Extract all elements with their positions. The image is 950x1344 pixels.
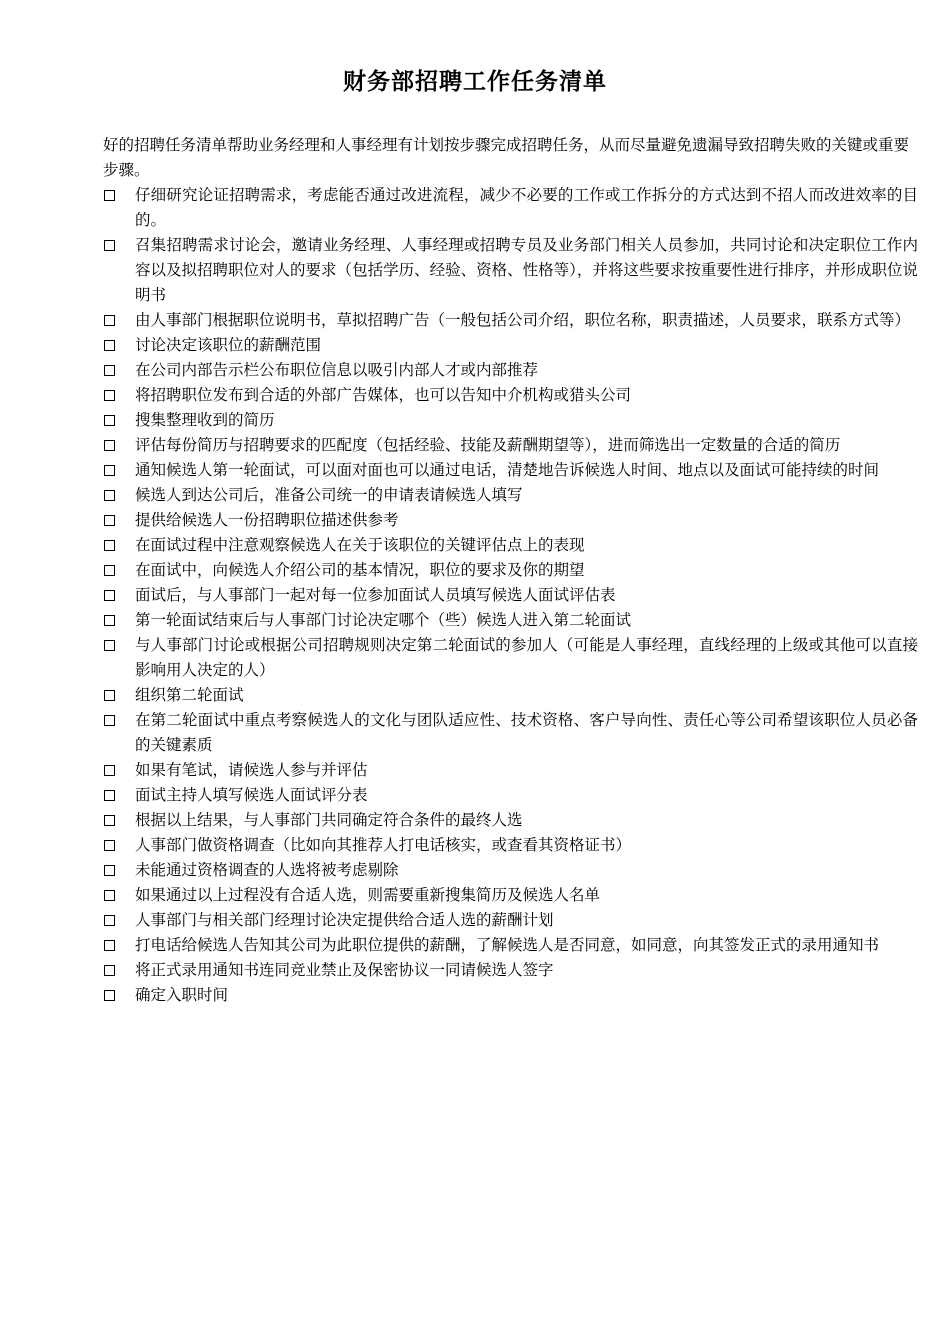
empty-checkbox-icon[interactable] xyxy=(104,340,115,351)
empty-checkbox-icon[interactable] xyxy=(104,515,115,526)
empty-checkbox-icon[interactable] xyxy=(104,865,115,876)
empty-checkbox-icon[interactable] xyxy=(104,465,115,476)
checklist-item xyxy=(103,758,918,783)
checklist-item xyxy=(103,308,918,333)
checklist-item xyxy=(103,583,918,608)
checklist-item xyxy=(103,508,918,533)
checklist-item xyxy=(103,833,918,858)
checklist-item xyxy=(103,383,918,408)
checklist-item xyxy=(103,633,918,683)
empty-checkbox-icon[interactable] xyxy=(104,890,115,901)
checklist-item-text: 人事部门与相关部门经理讨论决定提供给合适人选的薪酬计划 xyxy=(135,911,554,929)
checklist-item-text: 打电话给候选人告知其公司为此职位提供的薪酬，了解候选人是否同意，如同意，向其签发正式的录用通知书 xyxy=(135,936,880,954)
checklist-item-text: 未能通过资格调查的人选将被考虑剔除 xyxy=(135,861,399,879)
checklist-item-text: 由人事部门根据职位说明书，草拟招聘广告（一般包括公司介绍，职位名称，职责描述，人员要求，联系方式等） xyxy=(135,311,911,329)
empty-checkbox-icon[interactable] xyxy=(104,315,115,326)
checklist-item xyxy=(103,883,918,908)
checklist-item-text: 与人事部门讨论或根据公司招聘规则决定第二轮面试的参加人（可能是人事经理，直线经理的上级或其他可以直接影响用人决定的人） xyxy=(135,636,918,679)
empty-checkbox-icon[interactable] xyxy=(104,415,115,426)
checklist-item xyxy=(103,408,918,433)
checklist-item xyxy=(103,458,918,483)
checklist-item-text: 候选人到达公司后，准备公司统一的申请表请候选人填写 xyxy=(135,486,523,504)
empty-checkbox-icon[interactable] xyxy=(104,915,115,926)
checklist-item xyxy=(103,783,918,808)
empty-checkbox-icon[interactable] xyxy=(104,365,115,376)
empty-checkbox-icon[interactable] xyxy=(104,440,115,451)
checklist-item-text: 将招聘职位发布到合适的外部广告媒体，也可以告知中介机构或猎头公司 xyxy=(135,386,632,404)
checklist-item-text: 在公司内部告示栏公布职位信息以吸引内部人才或内部推荐 xyxy=(135,361,539,379)
checklist-item xyxy=(103,908,918,933)
checklist-item xyxy=(103,983,918,1008)
checklist-item xyxy=(103,183,918,233)
checklist-item xyxy=(103,608,918,633)
checklist-item-text: 如果有笔试，请候选人参与并评估 xyxy=(135,761,368,779)
checklist-item-text: 通知候选人第一轮面试，可以面对面也可以通过电话，清楚地告诉候选人时间、地点以及面试可能持续的时间 xyxy=(135,461,880,479)
empty-checkbox-icon[interactable] xyxy=(104,590,115,601)
checklist-item xyxy=(103,708,918,758)
empty-checkbox-icon[interactable] xyxy=(104,840,115,851)
checklist-item xyxy=(103,233,918,308)
checklist-item xyxy=(103,958,918,983)
task-checklist xyxy=(103,183,918,1008)
checklist-item-text: 根据以上结果，与人事部门共同确定符合条件的最终人选 xyxy=(135,811,523,829)
checklist-item-text: 仔细研究论证招聘需求，考虑能否通过改进流程，减少不必要的工作或工作拆分的方式达到不招人而改进效率的目的。 xyxy=(135,186,918,229)
empty-checkbox-icon[interactable] xyxy=(104,190,115,201)
checklist-item xyxy=(103,858,918,883)
empty-checkbox-icon[interactable] xyxy=(104,965,115,976)
checklist-item xyxy=(103,533,918,558)
empty-checkbox-icon[interactable] xyxy=(104,815,115,826)
checklist-item-text: 搜集整理收到的简历 xyxy=(135,411,275,429)
empty-checkbox-icon[interactable] xyxy=(104,990,115,1001)
checklist-item-text: 在面试过程中注意观察候选人在关于该职位的关键评估点上的表现 xyxy=(135,536,585,554)
checklist-item xyxy=(103,433,918,458)
checklist-item xyxy=(103,483,918,508)
checklist-item-text: 评估每份简历与招聘要求的匹配度（包括经验、技能及薪酬期望等），进而筛选出一定数量的合适的简历 xyxy=(135,436,841,454)
checklist-item-text: 面试后，与人事部门一起对每一位参加面试人员填写候选人面试评估表 xyxy=(135,586,616,604)
checklist-item-text: 如果通过以上过程没有合适人选，则需要重新搜集简历及候选人名单 xyxy=(135,886,601,904)
empty-checkbox-icon[interactable] xyxy=(104,690,115,701)
checklist-item-text: 在面试中，向候选人介绍公司的基本情况，职位的要求及你的期望 xyxy=(135,561,585,579)
checklist-item-text: 组织第二轮面试 xyxy=(135,686,244,704)
intro-paragraph: 好的招聘任务清单帮助业务经理和人事经理有计划按步骤完成招聘任务，从而尽量避免遗漏导致招聘失败的关键或重要步骤。 xyxy=(103,136,910,179)
empty-checkbox-icon[interactable] xyxy=(104,640,115,651)
empty-checkbox-icon[interactable] xyxy=(104,540,115,551)
empty-checkbox-icon[interactable] xyxy=(104,565,115,576)
checklist-item-text: 讨论决定该职位的薪酬范围 xyxy=(135,336,322,354)
checklist-item-text: 召集招聘需求讨论会，邀请业务经理、人事经理或招聘专员及业务部门相关人员参加，共同讨论和决定职位工作内容以及拟招聘职位对人的要求（包括学历、经验、资格、性格等），并将这些要求按重要性进行排序，并形成职位说明书 xyxy=(135,236,918,304)
checklist-item xyxy=(103,358,918,383)
empty-checkbox-icon[interactable] xyxy=(104,790,115,801)
checklist-item-text: 第一轮面试结束后与人事部门讨论决定哪个（些）候选人进入第二轮面试 xyxy=(135,611,632,629)
empty-checkbox-icon[interactable] xyxy=(104,615,115,626)
checklist-item xyxy=(103,558,918,583)
checklist-item-text: 人事部门做资格调查（比如向其推荐人打电话核实，或查看其资格证书） xyxy=(135,836,632,854)
empty-checkbox-icon[interactable] xyxy=(104,765,115,776)
empty-checkbox-icon[interactable] xyxy=(104,390,115,401)
empty-checkbox-icon[interactable] xyxy=(104,240,115,251)
checklist-item-text: 将正式录用通知书连同竞业禁止及保密协议一同请候选人签字 xyxy=(135,961,554,979)
page-title: 财务部招聘工作任务清单 xyxy=(343,69,607,95)
checklist-item xyxy=(103,333,918,358)
checklist-item-text: 确定入职时间 xyxy=(135,986,229,1004)
checklist-item-text: 面试主持人填写候选人面试评分表 xyxy=(135,786,368,804)
checklist-item xyxy=(103,808,918,833)
empty-checkbox-icon[interactable] xyxy=(104,715,115,726)
checklist-item xyxy=(103,933,918,958)
empty-checkbox-icon[interactable] xyxy=(104,940,115,951)
empty-checkbox-icon[interactable] xyxy=(104,490,115,501)
checklist-item-text: 提供给候选人一份招聘职位描述供参考 xyxy=(135,511,399,529)
checklist-item-text: 在第二轮面试中重点考察候选人的文化与团队适应性、技术资格、客户导向性、责任心等公司希望该职位人员必备的关键素质 xyxy=(135,711,918,754)
checklist-item xyxy=(103,683,918,708)
